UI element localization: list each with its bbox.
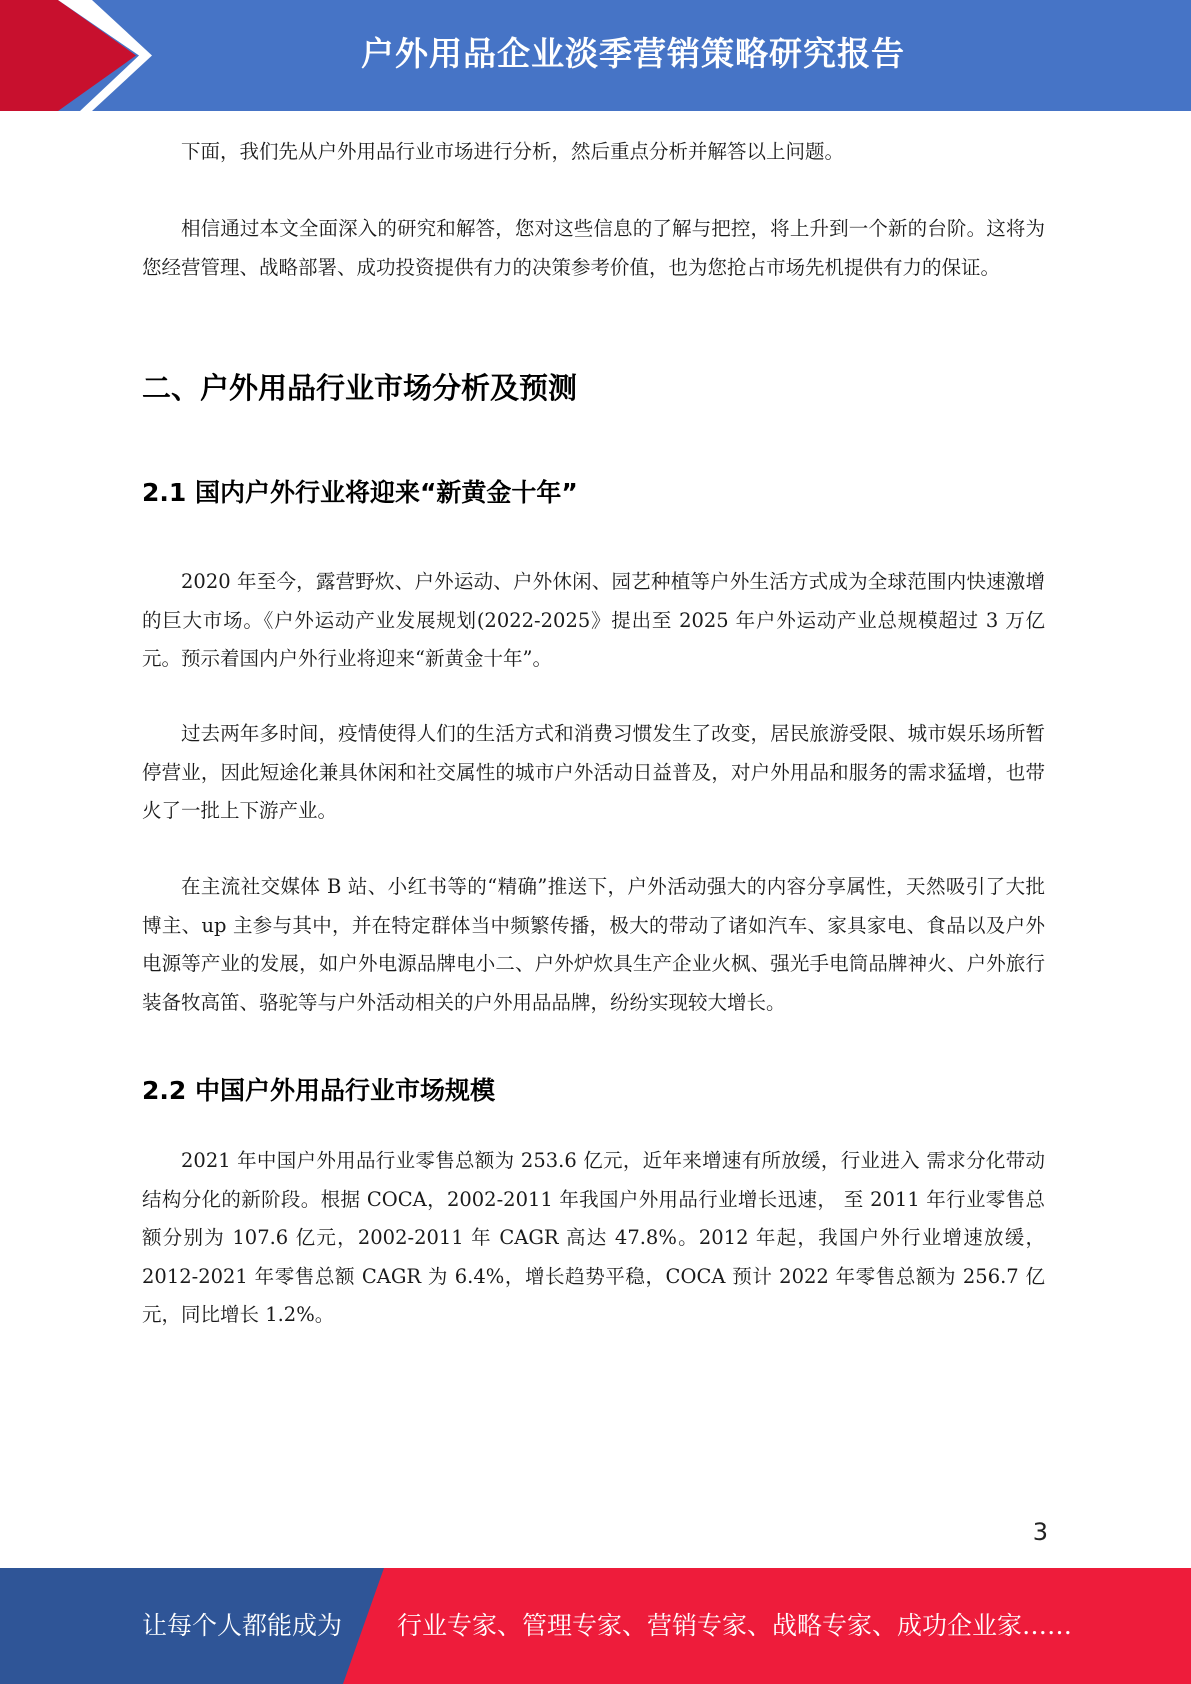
- intro-paragraph-2: 相信通过本文全面深入的研究和解答，您对这些信息的了解与把控，将上升到一个新的台阶。这将为您经营管理、战略部署、成功投资提供有力的决策参考价值，也为您抢占市场先机提供有力的保证。: [142, 217, 1045, 279]
- page-footer: [0, 1568, 1191, 1684]
- intro-paragraph-1: 下面，我们先从户外用品行业市场进行分析，然后重点分析并解答以上问题。: [181, 140, 845, 163]
- paragraph-2-2-1: 2021 年中国户外用品行业零售总额为 253.6 亿元，近年来增速有所放缓，行业进入 需求分化带动结构分化的新阶段。根据 COCA，2002-2011 年我国户外用品行业增长迅速， 至 2011 年行业零售总额分别为 107.6 亿元，2002-2011 年 CAGR 高达 47.8%。2012 年起，我国户外行业增速放缓，2012-2021 年零售总额 CAGR 为 6.4%，增长趋势平稳，COCA 预计 2022 年零售总额为 256.7 亿元，同比增长 1.2%。: [142, 1149, 1045, 1326]
- document-title: 户外用品企业淡季营销策略研究报告: [361, 34, 905, 73]
- page-header: [0, 0, 1191, 111]
- paragraph-2-1-1: 2020 年至今，露营野炊、户外运动、户外休闲、园艺种植等户外生活方式成为全球范围内快速激增的巨大市场。《户外运动产业发展规划(2022-2025》提出至 2025 年户外运动产业总规模超过 3 万亿元。预示着国内户外行业将迎来“新黄金十年”。: [142, 570, 1045, 670]
- header-arrow-decoration: [0, 0, 160, 111]
- footer-slogan-right: 行业专家、管理专家、营销专家、战略专家、成功企业家……: [397, 1611, 1073, 1640]
- subsection-heading-2-2: 2.2 中国户外用品行业市场规模: [142, 1076, 495, 1105]
- subsection-heading-2-1: 2.1 国内户外行业将迎来“新黄金十年”: [142, 478, 578, 507]
- page-number: 3: [1032, 1518, 1048, 1546]
- footer-slogan-left: 让每个人都能成为: [142, 1611, 343, 1640]
- section-heading: 二、户外用品行业市场分析及预测: [142, 371, 578, 405]
- paragraph-2-1-2: 过去两年多时间，疫情使得人们的生活方式和消费习惯发生了改变，居民旅游受限、城市娱乐场所暂停营业，因此短途化兼具休闲和社交属性的城市户外活动日益普及，对户外用品和服务的需求猛增，也带火了一批上下游产业。: [142, 722, 1045, 822]
- paragraph-2-1-3: 在主流社交媒体 B 站、小红书等的“精确”推送下，户外活动强大的内容分享属性，天然吸引了大批博主、up 主参与其中，并在特定群体当中频繁传播，极大的带动了诸如汽车、家具家电、食品以及户外电源等产业的发展，如户外电源品牌电小二、户外炉炊具生产企业火枫、强光手电筒品牌神火、户外旅行装备牧高笛、骆驼等与户外活动相关的户外用品品牌，纷纷实现较大增长。: [142, 875, 1045, 1014]
